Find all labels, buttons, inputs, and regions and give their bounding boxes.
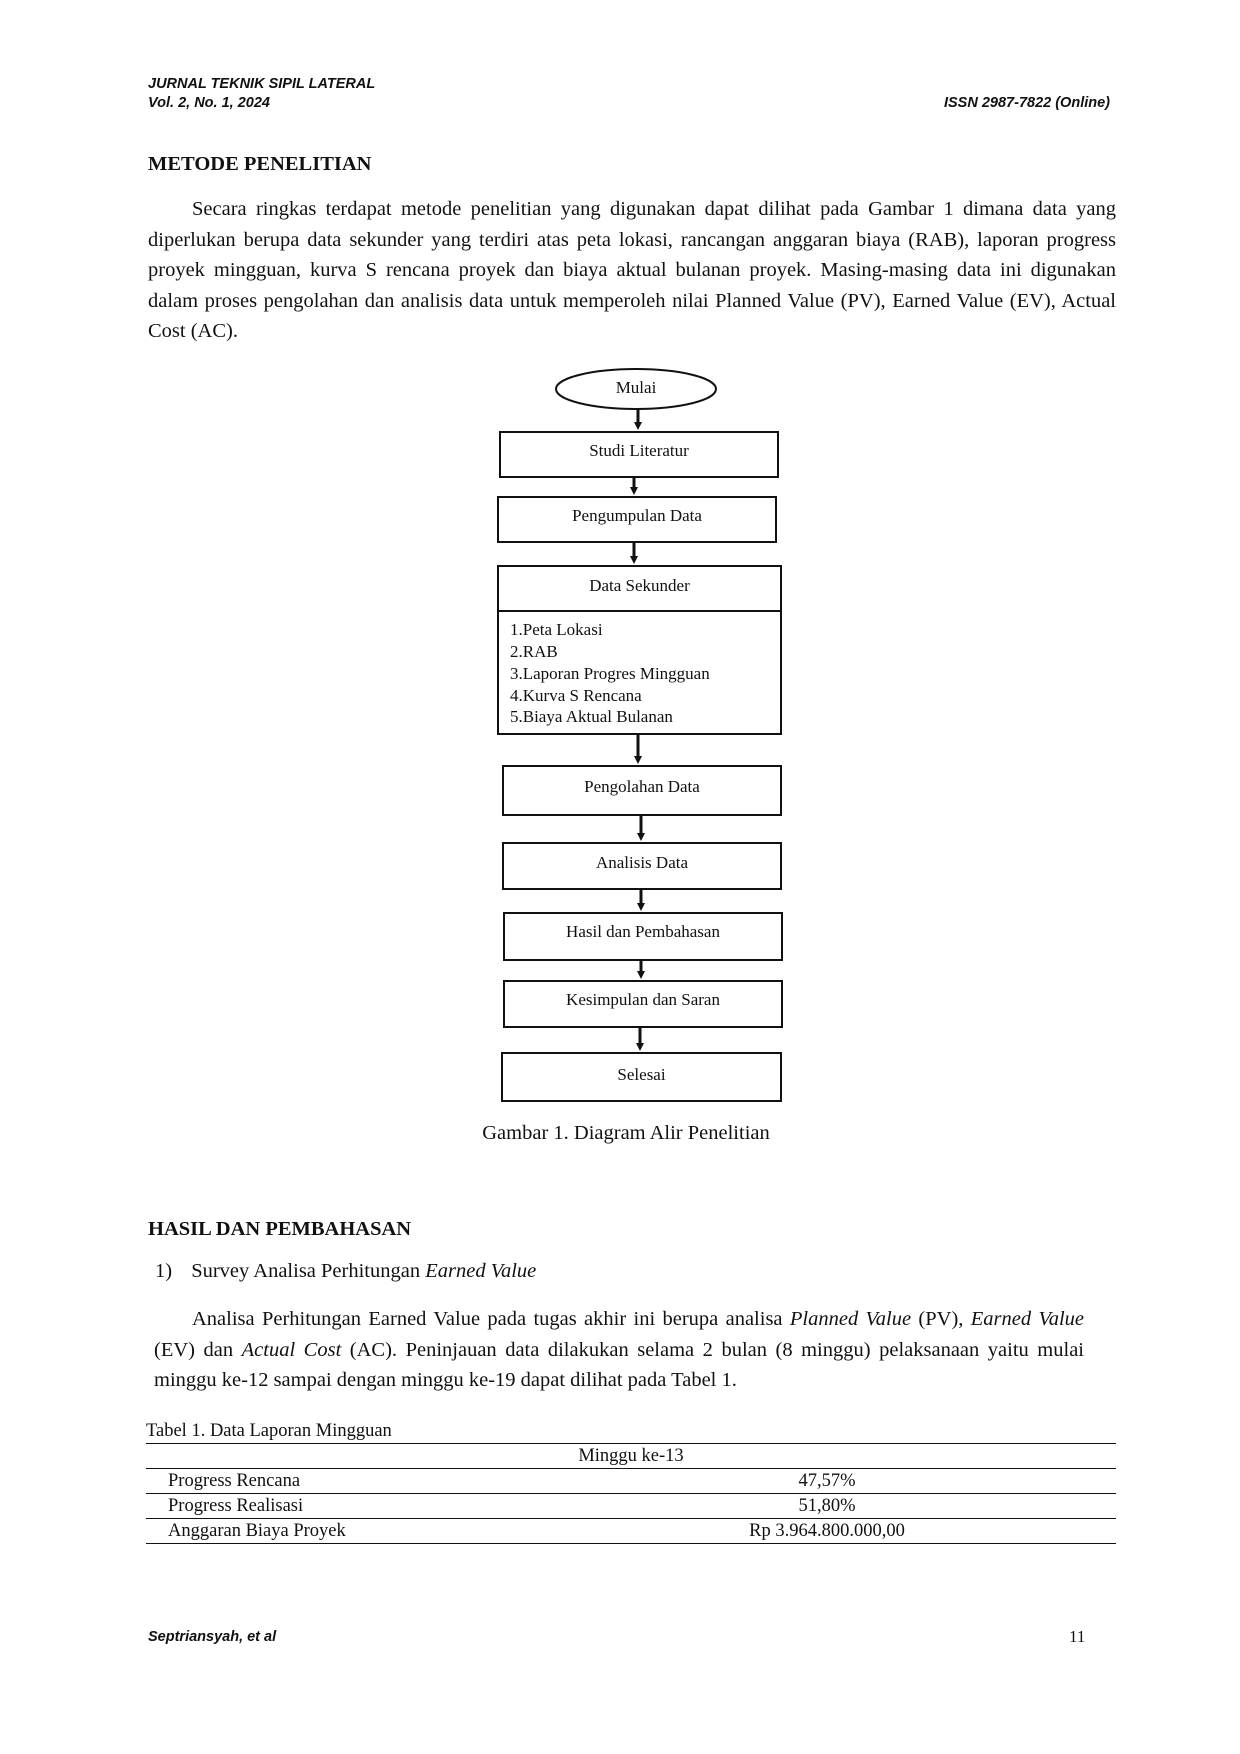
flow-secondary-item-5: 5.Biaya Aktual Bulanan <box>510 707 673 726</box>
flow-secondary-item-3: 3.Laporan Progres Mingguan <box>510 664 710 683</box>
flow-end-label: Selesai <box>617 1065 666 1084</box>
flow-processing-label: Pengolahan Data <box>584 777 700 796</box>
table-row-value: Rp 3.964.800.000,00 <box>749 1521 905 1541</box>
subheading-number: 1) <box>155 1260 173 1282</box>
weekly-report-table <box>146 1443 1116 1544</box>
flow-conclusion-label: Kesimpulan dan Saran <box>566 990 720 1009</box>
journal-issn: ISSN 2987-7822 (Online) <box>943 95 1110 111</box>
table-header-row <box>146 1444 1116 1469</box>
journal-name: JURNAL TEKNIK SIPIL LATERAL <box>148 76 376 92</box>
flow-literature-label: Studi Literatur <box>589 441 689 460</box>
flow-results-label: Hasil dan Pembahasan <box>566 922 720 941</box>
table-row-label: Progress Realisasi <box>168 1496 304 1516</box>
footer-author: Septriansyah, et al <box>148 1629 277 1645</box>
flow-secondary-item-4: 4.Kurva S Rencana <box>510 686 642 705</box>
table-row <box>146 1469 1116 1494</box>
flow-secondary-title: Data Sekunder <box>589 576 690 595</box>
page-number: 11 <box>1069 1627 1086 1646</box>
table-row <box>146 1494 1116 1519</box>
flow-secondary-item-2: 2.RAB <box>510 642 558 661</box>
table-caption: Tabel 1. Data Laporan Mingguan <box>146 1421 392 1441</box>
subheading-text: Survey Analisa Perhitungan Earned Value <box>191 1260 537 1282</box>
figure-caption: Gambar 1. Diagram Alir Penelitian <box>482 1122 770 1144</box>
methods-paragraph: Secara ringkas terdapat metode penelitian yang digunakan dapat dilihat pada Gambar 1 dimana data yang diperlukan berupa data sekunder yang terdiri atas peta lokasi, rancangan anggaran biaya (RAB), laporan progress proyek mingguan, kurva S rencana proyek dan biaya aktual bulanan proyek. Masing-masing data ini digunakan dalam proses pengolahan dan analisis data untuk memperoleh nilai Planned Value (PV), Earned Value (EV), Actual Cost (AC). <box>148 198 1116 342</box>
table-header-cell: Minggu ke-13 <box>578 1446 684 1466</box>
flow-collection-label: Pengumpulan Data <box>572 506 702 525</box>
table-row-label: Anggaran Biaya Proyek <box>168 1521 346 1541</box>
table-row-value: 51,80% <box>798 1496 856 1516</box>
methods-heading: METODE PENELITIAN <box>148 153 372 175</box>
journal-volume: Vol. 2, No. 1, 2024 <box>148 95 270 111</box>
results-heading: HASIL DAN PEMBAHASAN <box>148 1218 412 1240</box>
flow-analysis-label: Analisis Data <box>595 853 689 872</box>
flow-start-label: Mulai <box>615 378 657 397</box>
table-row-value: 47,57% <box>798 1471 856 1491</box>
flow-secondary-item-1: 1.Peta Lokasi <box>510 620 603 639</box>
table-row-label: Progress Rencana <box>168 1471 301 1491</box>
table-row <box>146 1519 1116 1544</box>
results-paragraph: Analisa Perhitungan Earned Value pada tugas akhir ini berupa analisa Planned Value (PV), Earned Value (EV) dan Actual Cost (AC). Peninjauan data dilakukan selama 2 bulan (8 minggu) pelaksanaan yaitu mulai minggu ke-12 sampai dengan minggu ke-19 dapat dilihat pada Tabel 1. <box>154 1308 1084 1391</box>
results-subheading <box>155 1260 536 1283</box>
